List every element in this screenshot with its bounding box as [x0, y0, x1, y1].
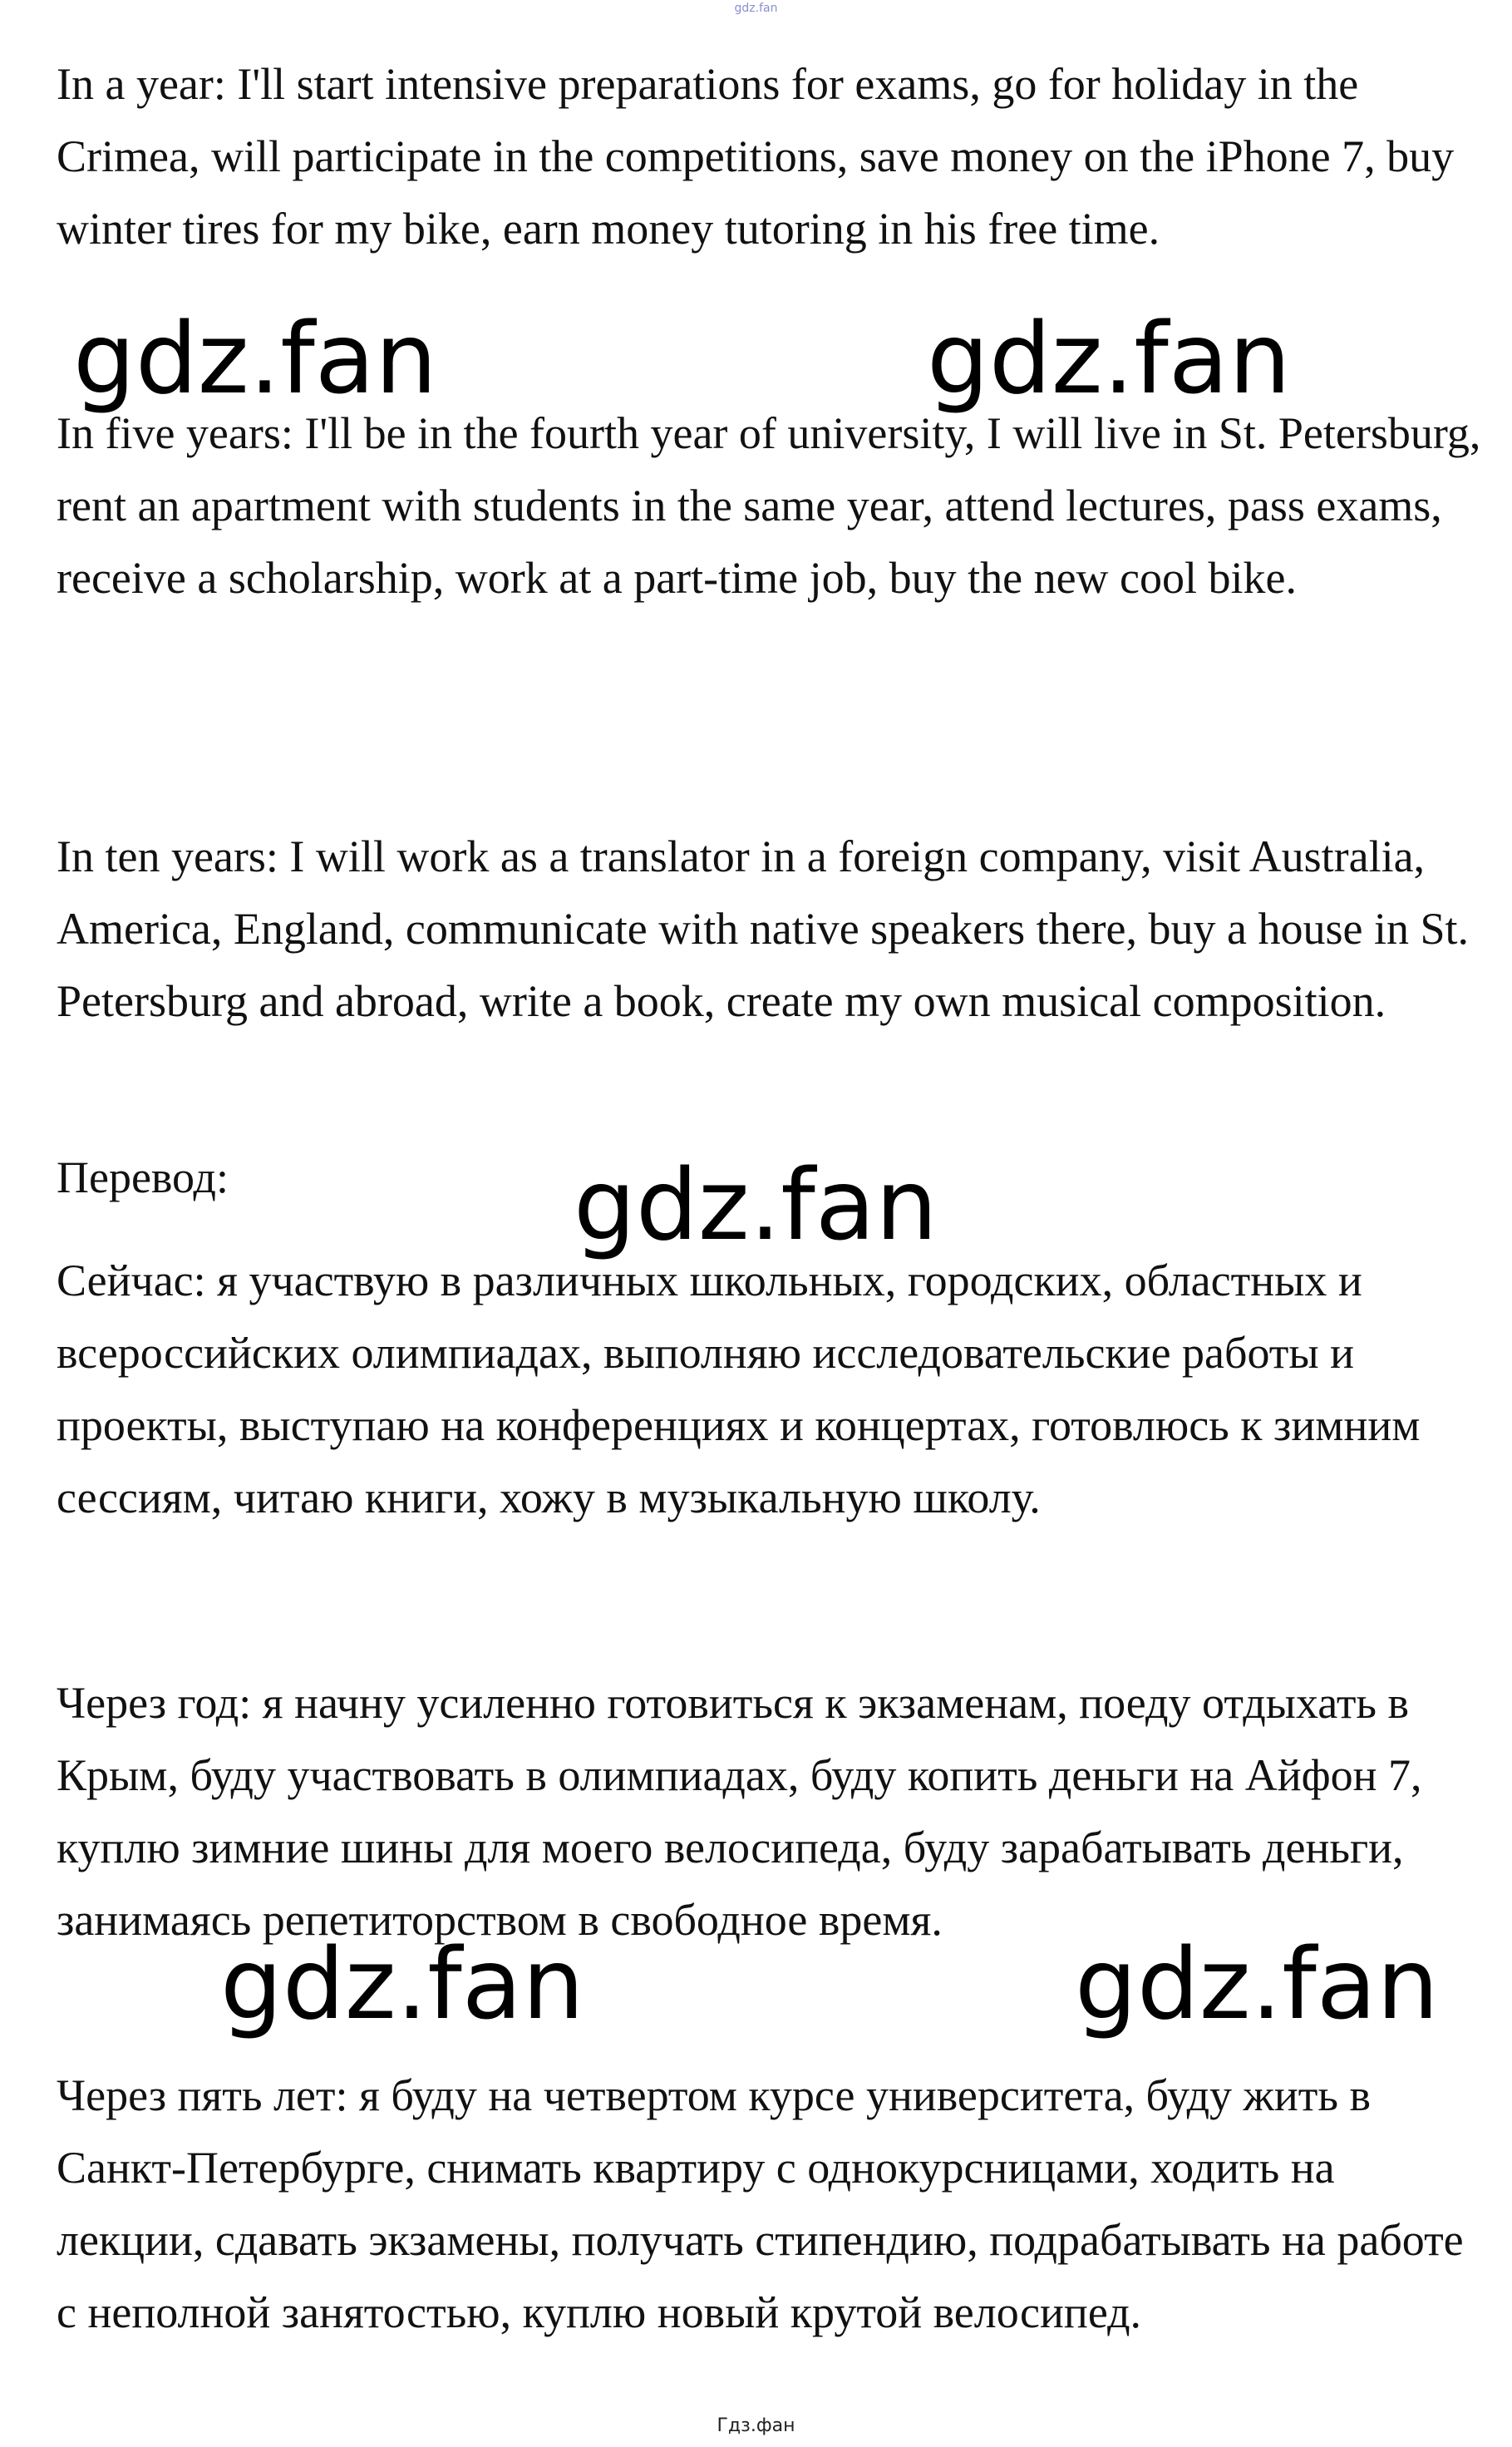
paragraph-in-five-years-ru: Через пять лет: я буду на четвертом курсе университета, буду жить в Санкт-Петербурге, снимать квартиру с однокурсницами, ходить на лекции, сдавать экзамены, получать стипендию, подрабатывать на работе с неполной занятостью, куплю новый крутой велосипед. [57, 2070, 1464, 2337]
paragraph-in-a-year: In a year: I'll start intensive preparations for exams, go for holiday in the Crimea, will participate in the competitions, save money on the iPhone 7, buy winter tires for my bike, earn money tutoring in his free time. [57, 59, 1455, 254]
translation-heading: Перевод: [57, 1152, 229, 1202]
paragraph-in-a-year-ru: Через год: я начну усиленно готовиться к экзаменам, поеду отдыхать в Крым, буду участвовать в олимпиадах, буду копить деньги на Айфон 7, куплю зимние шины для моего велосипеда, буду зарабатывать деньги, занимаясь репетиторством в свободное время. [57, 1678, 1422, 1945]
paragraph-in-ten-years: In ten years: I will work as a translator in a foreign company, visit Australia, America, England, communicate with native speakers there, buy a house in St. Petersburg and abroad, write a book, create my own musical composition. [57, 831, 1469, 1026]
footer-watermark: Гдз.фан [717, 2415, 795, 2436]
watermark-text: gdz.fan [1075, 1927, 1439, 2041]
watermark-text: gdz.fan [574, 1147, 938, 1262]
watermark-text: gdz.fan [73, 301, 437, 416]
top-watermark: gdz.fan [734, 2, 778, 15]
paragraph-now-ru: Сейчас: я участвую в различных школьных, городских, областных и всероссийских олимпиадах, выполняю исследовательские работы и проекты, выступаю на конференциях и концертах, готовлюсь к зимним сессиям, читаю книги, хожу в музыкальную школу. [57, 1256, 1421, 1522]
paragraph-in-five-years: In five years: I'll be in the fourth year of university, I will live in St. Petersburg, rent an apartment with students in the same year, attend lectures, pass exams, receive a scholarship, work at a part-time job, buy the new cool bike. [57, 408, 1481, 603]
watermark-text: gdz.fan [927, 301, 1291, 416]
watermark-text: gdz.fan [220, 1927, 584, 2041]
